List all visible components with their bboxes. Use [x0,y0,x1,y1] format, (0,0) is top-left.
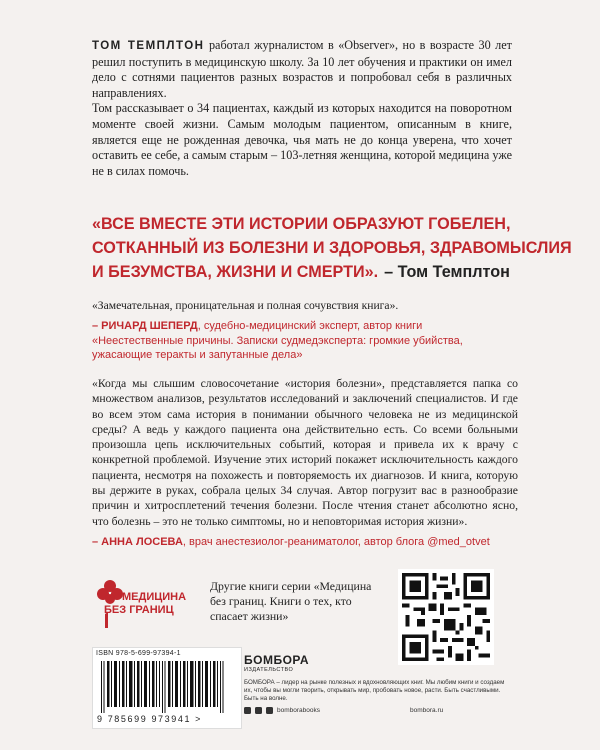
vk-icon[interactable] [255,707,262,714]
barcode-digits: 9 785699 973941 > [97,714,203,724]
series-description: Другие книги серии «Медицина без границ. Книги о тех, кто спасает жизни» [210,579,372,623]
telegram-icon[interactable] [266,707,273,714]
quote-attribution: – Том Темплтон [384,263,510,281]
isbn-number: ISBN 978-5-699-97394-1 [96,650,181,657]
author-name: ТОМ ТЕМПЛТОН [92,40,205,52]
barcode-icon [99,661,239,713]
review-source: – АННА ЛОСЕВА, врач анестезиолог-реаниматолог, автор блога @med_otvet [92,535,490,548]
instagram-icon[interactable] [244,707,251,714]
author-intro [92,38,512,179]
social-handle[interactable]: bomborabooks [277,707,320,714]
publisher-description: БОМБОРА – лидер на рынке полезных и вдохновляющих книг. Мы любим книги и создаем их, чтобы вы могли творить, открывать мир, пробовать новое, расти. Быть счастливыми. Быть на волне. [244,679,505,702]
publisher-name: БОМБОРА [244,653,310,667]
social-links[interactable] [244,707,320,714]
review-shepherd: «Замечательная, проницательная и полная сочувствия книга». – РИЧАРД ШЕПЕРД, судебно-медицинский эксперт, автор книги «Неестественные причины. Записки судмедэксперта: громкие убийства, ужасающие теракты и запутанные дела» [92,298,522,363]
pull-quote: «ВСЕ ВМЕСТЕ ЭТИ ИСТОРИИ ОБРАЗУЮТ ГОБЕЛЕН, СОТКАННЫЙ ИЗ БОЛЕЗНИ И ЗДОРОВЬЯ, ЗДРАВОМЫСЛИЯ И БЕЗУМСТВА, ЖИЗНИ И СМЕРТИ». – Том Темплтон [92,215,572,281]
publisher-subtitle: ИЗДАТЕЛЬСТВО [244,667,294,673]
review-loseva: «Когда мы слышим словосочетание «история болезни», представляется папка со множеством анализов, результатов исследований и заключений специалистов. И где во всем этом сама история в понимании обычного человека не из медицинской среды? А ведь у каждого пациента она действительно есть. Со всеми больными произошла цепь исключительных событий, которая и привела их к врачу с конкретной проблемой. Изучение этих историй покажет исключительность каждого пациента, несмотря на похожесть и повторяемость их диагнозов. И книга, которую вы держите в руках, собрала целых 34 случая. Автор погрузит вас в разнообразие причин и хитросплетений течения болезни. После чтения станет абсолютно ясно, что болезнь – это не только симптомы, но и неповторимая история жизни». – АННА ЛОСЕВА, врач анестезиолог-реаниматолог, автор блога @med_otvet [92,377,518,548]
review-source: – РИЧАРД ШЕПЕРД, судебно-медицинский эксперт, автор книги «Неестественные причины. Записки судмедэксперта: громкие убийства, ужасающие теракты и запутанные дела» [92,320,463,361]
intro-paragraph-2: Том рассказывает о 34 пациентах, каждый из которых находится на поворотном моменте своей жизни. Самым молодым пациентом, описанным в книге, является еще не рожденная девочка, чья мать не до конца уверена, что хочет оставить ее себе, а самым старым – 103-летняя женщина, которой медицина уже не в силах помочь. [92,101,512,178]
website-link[interactable]: bombora.ru [410,707,444,714]
series-logo-text: МЕДИЦИНА БЕЗ ГРАНИЦ [104,591,187,616]
intro-paragraph-1: ТОМ ТЕМПЛТОН работал журналистом в «Observer», но в возрасте 30 лет решил поступить в медицинскую школу. За 10 лет обучения и практики он имел дело с сотнями пациентов разных возрастов и попробовал себя в различных направлениях. [92,38,513,100]
qr-code-icon[interactable] [398,569,494,665]
